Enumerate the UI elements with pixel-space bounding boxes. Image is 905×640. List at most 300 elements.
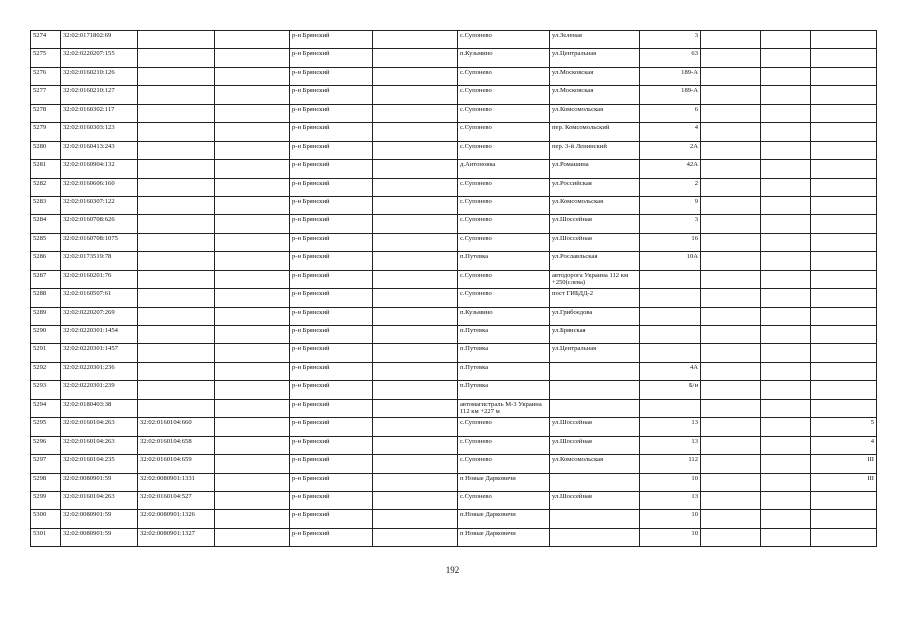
settlement-cell: с.Супонево [458,67,550,85]
row-number-cell: 5282 [31,178,61,196]
extra-value-cell [811,196,877,214]
extra-value-cell [811,67,877,85]
street-cell [550,473,640,491]
extra-value-cell [811,270,877,288]
street-cell: ул.Московская [550,67,640,85]
blank-column-d-cell [761,473,811,491]
settlement-cell: п.Путевка [458,362,550,380]
street-cell: ул.Шоссейная [550,491,640,509]
blank-column-d-cell [761,196,811,214]
sub-cadastral-number-cell: 32:02:0160104:660 [138,418,215,436]
blank-column-b-cell [373,178,458,196]
blank-column-c-cell [701,141,761,159]
row-number-cell: 5299 [31,491,61,509]
blank-column-a-cell [215,31,290,49]
blank-column-d-cell [761,86,811,104]
row-number-cell: 5276 [31,67,61,85]
sub-cadastral-number-cell [138,270,215,288]
blank-column-c-cell [701,418,761,436]
settlement-cell: п Новые Дарковичи [458,473,550,491]
settlement-cell: с.Супонево [458,141,550,159]
registry-table [30,30,877,547]
blank-column-a-cell [215,473,290,491]
blank-column-b-cell [373,307,458,325]
house-number-cell: 112 [640,455,701,473]
street-cell: ул.Комсомольская [550,455,640,473]
extra-value-cell [811,362,877,380]
table-row [31,160,877,178]
blank-column-a-cell [215,49,290,67]
blank-column-d-cell [761,326,811,344]
settlement-cell: автомагистраль М-3 Украина 112 км +227 м [458,399,550,417]
blank-column-a-cell [215,528,290,546]
street-cell: ул.Брянская [550,326,640,344]
extra-value-cell [811,86,877,104]
blank-column-b-cell [373,381,458,399]
cadastral-number-cell: 32:02:0160104:263 [61,418,138,436]
district-cell: р-н Брянский [290,436,373,454]
street-cell [550,399,640,417]
blank-column-c-cell [701,289,761,307]
blank-column-b-cell [373,289,458,307]
blank-column-c-cell [701,196,761,214]
blank-column-d-cell [761,141,811,159]
blank-column-a-cell [215,491,290,509]
row-number-cell: 5292 [31,362,61,380]
blank-column-c-cell [701,67,761,85]
street-cell: ул.Зеленая [550,31,640,49]
cadastral-number-cell: 32:02:0160104:263 [61,491,138,509]
district-cell: р-н Брянский [290,381,373,399]
cadastral-number-cell: 32:02:0220301:1457 [61,344,138,362]
blank-column-d-cell [761,67,811,85]
cadastral-number-cell: 32:02:0080901:59 [61,510,138,528]
settlement-cell: п Новые Дарковичи [458,528,550,546]
sub-cadastral-number-cell [138,49,215,67]
cadastral-number-cell: 32:02:0160302:117 [61,104,138,122]
house-number-cell: 189-А [640,86,701,104]
row-number-cell: 5284 [31,215,61,233]
sub-cadastral-number-cell [138,252,215,270]
district-cell: р-н Брянский [290,399,373,417]
blank-column-a-cell [215,67,290,85]
cadastral-number-cell: 32:02:0220301:239 [61,381,138,399]
street-cell [550,362,640,380]
blank-column-c-cell [701,473,761,491]
row-number-cell: 5277 [31,86,61,104]
blank-column-a-cell [215,123,290,141]
extra-value-cell [811,49,877,67]
district-cell: р-н Брянский [290,141,373,159]
blank-column-c-cell [701,510,761,528]
table-row [31,307,877,325]
house-number-cell: 16 [640,233,701,251]
cadastral-number-cell: 32:02:0160413:243 [61,141,138,159]
blank-column-c-cell [701,123,761,141]
extra-value-cell [811,215,877,233]
blank-column-b-cell [373,491,458,509]
settlement-cell: с.Супонево [458,436,550,454]
extra-value-cell [811,178,877,196]
district-cell: р-н Брянский [290,86,373,104]
extra-value-cell: 4 [811,436,877,454]
sub-cadastral-number-cell [138,233,215,251]
table-row [31,49,877,67]
blank-column-a-cell [215,362,290,380]
district-cell: р-н Брянский [290,160,373,178]
row-number-cell: 5301 [31,528,61,546]
blank-column-b-cell [373,528,458,546]
settlement-cell: с.Супонево [458,86,550,104]
street-cell: ул.Комсомольская [550,104,640,122]
house-number-cell: 13 [640,418,701,436]
sub-cadastral-number-cell: 32:02:0160104:658 [138,436,215,454]
blank-column-d-cell [761,362,811,380]
sub-cadastral-number-cell [138,307,215,325]
blank-column-c-cell [701,381,761,399]
blank-column-b-cell [373,49,458,67]
blank-column-b-cell [373,344,458,362]
blank-column-c-cell [701,270,761,288]
district-cell: р-н Брянский [290,510,373,528]
settlement-cell: с.Супонево [458,178,550,196]
cadastral-number-cell: 32:02:0160606:160 [61,178,138,196]
blank-column-c-cell [701,528,761,546]
house-number-cell: 10 [640,473,701,491]
sub-cadastral-number-cell [138,123,215,141]
house-number-cell: Б/н [640,381,701,399]
street-cell: ул.Комсомольская [550,196,640,214]
table-row [31,344,877,362]
extra-value-cell [811,399,877,417]
row-number-cell: 5286 [31,252,61,270]
row-number-cell: 5293 [31,381,61,399]
blank-column-a-cell [215,270,290,288]
extra-value-cell [811,326,877,344]
registry-table-body [31,31,877,547]
blank-column-c-cell [701,436,761,454]
blank-column-c-cell [701,215,761,233]
cadastral-number-cell: 32:02:0220301:236 [61,362,138,380]
district-cell: р-н Брянский [290,31,373,49]
blank-column-d-cell [761,528,811,546]
extra-value-cell: III [811,455,877,473]
blank-column-b-cell [373,123,458,141]
row-number-cell: 5288 [31,289,61,307]
street-cell [550,381,640,399]
blank-column-c-cell [701,252,761,270]
blank-column-b-cell [373,86,458,104]
house-number-cell: 4А [640,362,701,380]
blank-column-c-cell [701,233,761,251]
extra-value-cell [811,381,877,399]
blank-column-b-cell [373,215,458,233]
table-row [31,362,877,380]
sub-cadastral-number-cell: 32:02:0160104:659 [138,455,215,473]
district-cell: р-н Брянский [290,289,373,307]
extra-value-cell [811,307,877,325]
blank-column-b-cell [373,326,458,344]
cadastral-number-cell: 32:02:0080901:59 [61,473,138,491]
cadastral-number-cell: 32:02:0160210:127 [61,86,138,104]
row-number-cell: 5297 [31,455,61,473]
blank-column-c-cell [701,399,761,417]
blank-column-a-cell [215,196,290,214]
house-number-cell: 13 [640,436,701,454]
sub-cadastral-number-cell: 32:02:0080901:1331 [138,473,215,491]
sub-cadastral-number-cell: 32:02:0080901:1327 [138,528,215,546]
blank-column-c-cell [701,491,761,509]
district-cell: р-н Брянский [290,49,373,67]
blank-column-d-cell [761,418,811,436]
blank-column-c-cell [701,178,761,196]
extra-value-cell: III [811,473,877,491]
settlement-cell: п.Путевка [458,252,550,270]
blank-column-a-cell [215,399,290,417]
cadastral-number-cell: 32:02:0220207:155 [61,49,138,67]
sub-cadastral-number-cell [138,196,215,214]
row-number-cell: 5274 [31,31,61,49]
street-cell: ул.Ромашина [550,160,640,178]
row-number-cell: 5279 [31,123,61,141]
sub-cadastral-number-cell [138,86,215,104]
table-row [31,104,877,122]
table-row [31,178,877,196]
street-cell: ул.Грибоедова [550,307,640,325]
settlement-cell: с.Супонево [458,233,550,251]
sub-cadastral-number-cell [138,215,215,233]
row-number-cell: 5285 [31,233,61,251]
blank-column-a-cell [215,436,290,454]
blank-column-a-cell [215,104,290,122]
district-cell: р-н Брянский [290,215,373,233]
sub-cadastral-number-cell [138,289,215,307]
cadastral-number-cell: 32:02:0160507:61 [61,289,138,307]
house-number-cell: 6 [640,104,701,122]
blank-column-b-cell [373,141,458,159]
cadastral-number-cell: 32:02:0160708:1075 [61,233,138,251]
blank-column-a-cell [215,455,290,473]
blank-column-d-cell [761,381,811,399]
cadastral-number-cell: 32:02:0160307:122 [61,196,138,214]
house-number-cell: 3 [640,215,701,233]
extra-value-cell [811,31,877,49]
row-number-cell: 5281 [31,160,61,178]
cadastral-number-cell: 32:02:0173519:78 [61,252,138,270]
table-row [31,455,877,473]
district-cell: р-н Брянский [290,178,373,196]
table-row [31,31,877,49]
extra-value-cell: 5 [811,418,877,436]
extra-value-cell [811,123,877,141]
blank-column-d-cell [761,215,811,233]
row-number-cell: 5290 [31,326,61,344]
settlement-cell: с.Супонево [458,104,550,122]
blank-column-c-cell [701,160,761,178]
blank-column-d-cell [761,436,811,454]
table-row [31,399,877,417]
house-number-cell: 10А [640,252,701,270]
blank-column-c-cell [701,31,761,49]
district-cell: р-н Брянский [290,326,373,344]
row-number-cell: 5283 [31,196,61,214]
blank-column-b-cell [373,455,458,473]
sub-cadastral-number-cell [138,362,215,380]
street-cell: пост ГИБДД-2 [550,289,640,307]
sub-cadastral-number-cell: 32:02:0160104:527 [138,491,215,509]
cadastral-number-cell: 32:02:0220301:1454 [61,326,138,344]
cadastral-number-cell: 32:02:0160104:235 [61,455,138,473]
district-cell: р-н Брянский [290,344,373,362]
blank-column-a-cell [215,160,290,178]
blank-column-a-cell [215,381,290,399]
blank-column-a-cell [215,418,290,436]
street-cell: ул.Российская [550,178,640,196]
sub-cadastral-number-cell: 32:02:0080901:1326 [138,510,215,528]
blank-column-b-cell [373,252,458,270]
house-number-cell: 42А [640,160,701,178]
district-cell: р-н Брянский [290,418,373,436]
cadastral-number-cell: 32:02:0160904:132 [61,160,138,178]
blank-column-d-cell [761,510,811,528]
house-number-cell: 189-А [640,67,701,85]
settlement-cell: д.Антоновка [458,160,550,178]
row-number-cell: 5280 [31,141,61,159]
house-number-cell: 10 [640,528,701,546]
blank-column-a-cell [215,215,290,233]
table-row [31,289,877,307]
blank-column-d-cell [761,270,811,288]
district-cell: р-н Брянский [290,270,373,288]
settlement-cell: с.Супонево [458,123,550,141]
settlement-cell: п.Новые Дарковичи [458,510,550,528]
district-cell: р-н Брянский [290,528,373,546]
street-cell [550,528,640,546]
sub-cadastral-number-cell [138,67,215,85]
blank-column-d-cell [761,160,811,178]
table-row [31,215,877,233]
table-row [31,123,877,141]
house-number-cell [640,307,701,325]
street-cell: ул.Шоссейная [550,418,640,436]
settlement-cell: с.Супонево [458,418,550,436]
house-number-cell: 4 [640,123,701,141]
house-number-cell: 63 [640,49,701,67]
district-cell: р-н Брянский [290,455,373,473]
street-cell: ул.Шоссейная [550,233,640,251]
district-cell: р-н Брянский [290,252,373,270]
row-number-cell: 5300 [31,510,61,528]
row-number-cell: 5287 [31,270,61,288]
sub-cadastral-number-cell [138,326,215,344]
blank-column-b-cell [373,270,458,288]
blank-column-a-cell [215,326,290,344]
street-cell: ул.Шоссейная [550,436,640,454]
sub-cadastral-number-cell [138,141,215,159]
blank-column-b-cell [373,196,458,214]
settlement-cell: с.Супонево [458,455,550,473]
district-cell: р-н Брянский [290,491,373,509]
settlement-cell: с.Супонево [458,491,550,509]
street-cell: ул.Шоссейная [550,215,640,233]
table-row [31,491,877,509]
district-cell: р-н Брянский [290,233,373,251]
cadastral-number-cell: 32:02:0160210:126 [61,67,138,85]
table-row [31,326,877,344]
blank-column-c-cell [701,86,761,104]
blank-column-b-cell [373,31,458,49]
blank-column-b-cell [373,67,458,85]
street-cell: автодорога Украина 112 км +250(слева) [550,270,640,288]
blank-column-d-cell [761,49,811,67]
blank-column-c-cell [701,104,761,122]
house-number-cell: 13 [640,491,701,509]
blank-column-a-cell [215,178,290,196]
blank-column-d-cell [761,455,811,473]
sub-cadastral-number-cell [138,160,215,178]
house-number-cell: 3 [640,31,701,49]
extra-value-cell [811,141,877,159]
cadastral-number-cell: 32:02:0220207:269 [61,307,138,325]
street-cell [550,510,640,528]
blank-column-c-cell [701,307,761,325]
house-number-cell [640,289,701,307]
cadastral-number-cell: 32:02:0160708:626 [61,215,138,233]
district-cell: р-н Брянский [290,104,373,122]
blank-column-b-cell [373,418,458,436]
blank-column-a-cell [215,233,290,251]
row-number-cell: 5289 [31,307,61,325]
table-row [31,252,877,270]
street-cell: пер. Комсомольский [550,123,640,141]
row-number-cell: 5296 [31,436,61,454]
house-number-cell [640,344,701,362]
extra-value-cell [811,104,877,122]
settlement-cell: п.Путевка [458,381,550,399]
extra-value-cell [811,491,877,509]
cadastral-number-cell: 32:02:0160104:263 [61,436,138,454]
settlement-cell: с.Супонево [458,215,550,233]
district-cell: р-н Брянский [290,196,373,214]
house-number-cell [640,326,701,344]
cadastral-number-cell: 32:02:0160201:76 [61,270,138,288]
house-number-cell: 2А [640,141,701,159]
sub-cadastral-number-cell [138,31,215,49]
settlement-cell: с.Супонево [458,196,550,214]
house-number-cell: 9 [640,196,701,214]
cadastral-number-cell: 32:02:0171802:69 [61,31,138,49]
blank-column-b-cell [373,399,458,417]
district-cell: р-н Брянский [290,307,373,325]
house-number-cell [640,399,701,417]
blank-column-a-cell [215,344,290,362]
extra-value-cell [811,528,877,546]
district-cell: р-н Брянский [290,473,373,491]
cadastral-number-cell: 32:02:0080901:59 [61,528,138,546]
blank-column-d-cell [761,31,811,49]
blank-column-b-cell [373,510,458,528]
settlement-cell: п.Кузьмино [458,307,550,325]
blank-column-a-cell [215,141,290,159]
settlement-cell: с.Супонево [458,270,550,288]
district-cell: р-н Брянский [290,67,373,85]
row-number-cell: 5294 [31,399,61,417]
blank-column-b-cell [373,473,458,491]
row-number-cell: 5291 [31,344,61,362]
settlement-cell: с.Супонево [458,31,550,49]
blank-column-d-cell [761,289,811,307]
cadastral-number-cell: 32:02:0160303:123 [61,123,138,141]
